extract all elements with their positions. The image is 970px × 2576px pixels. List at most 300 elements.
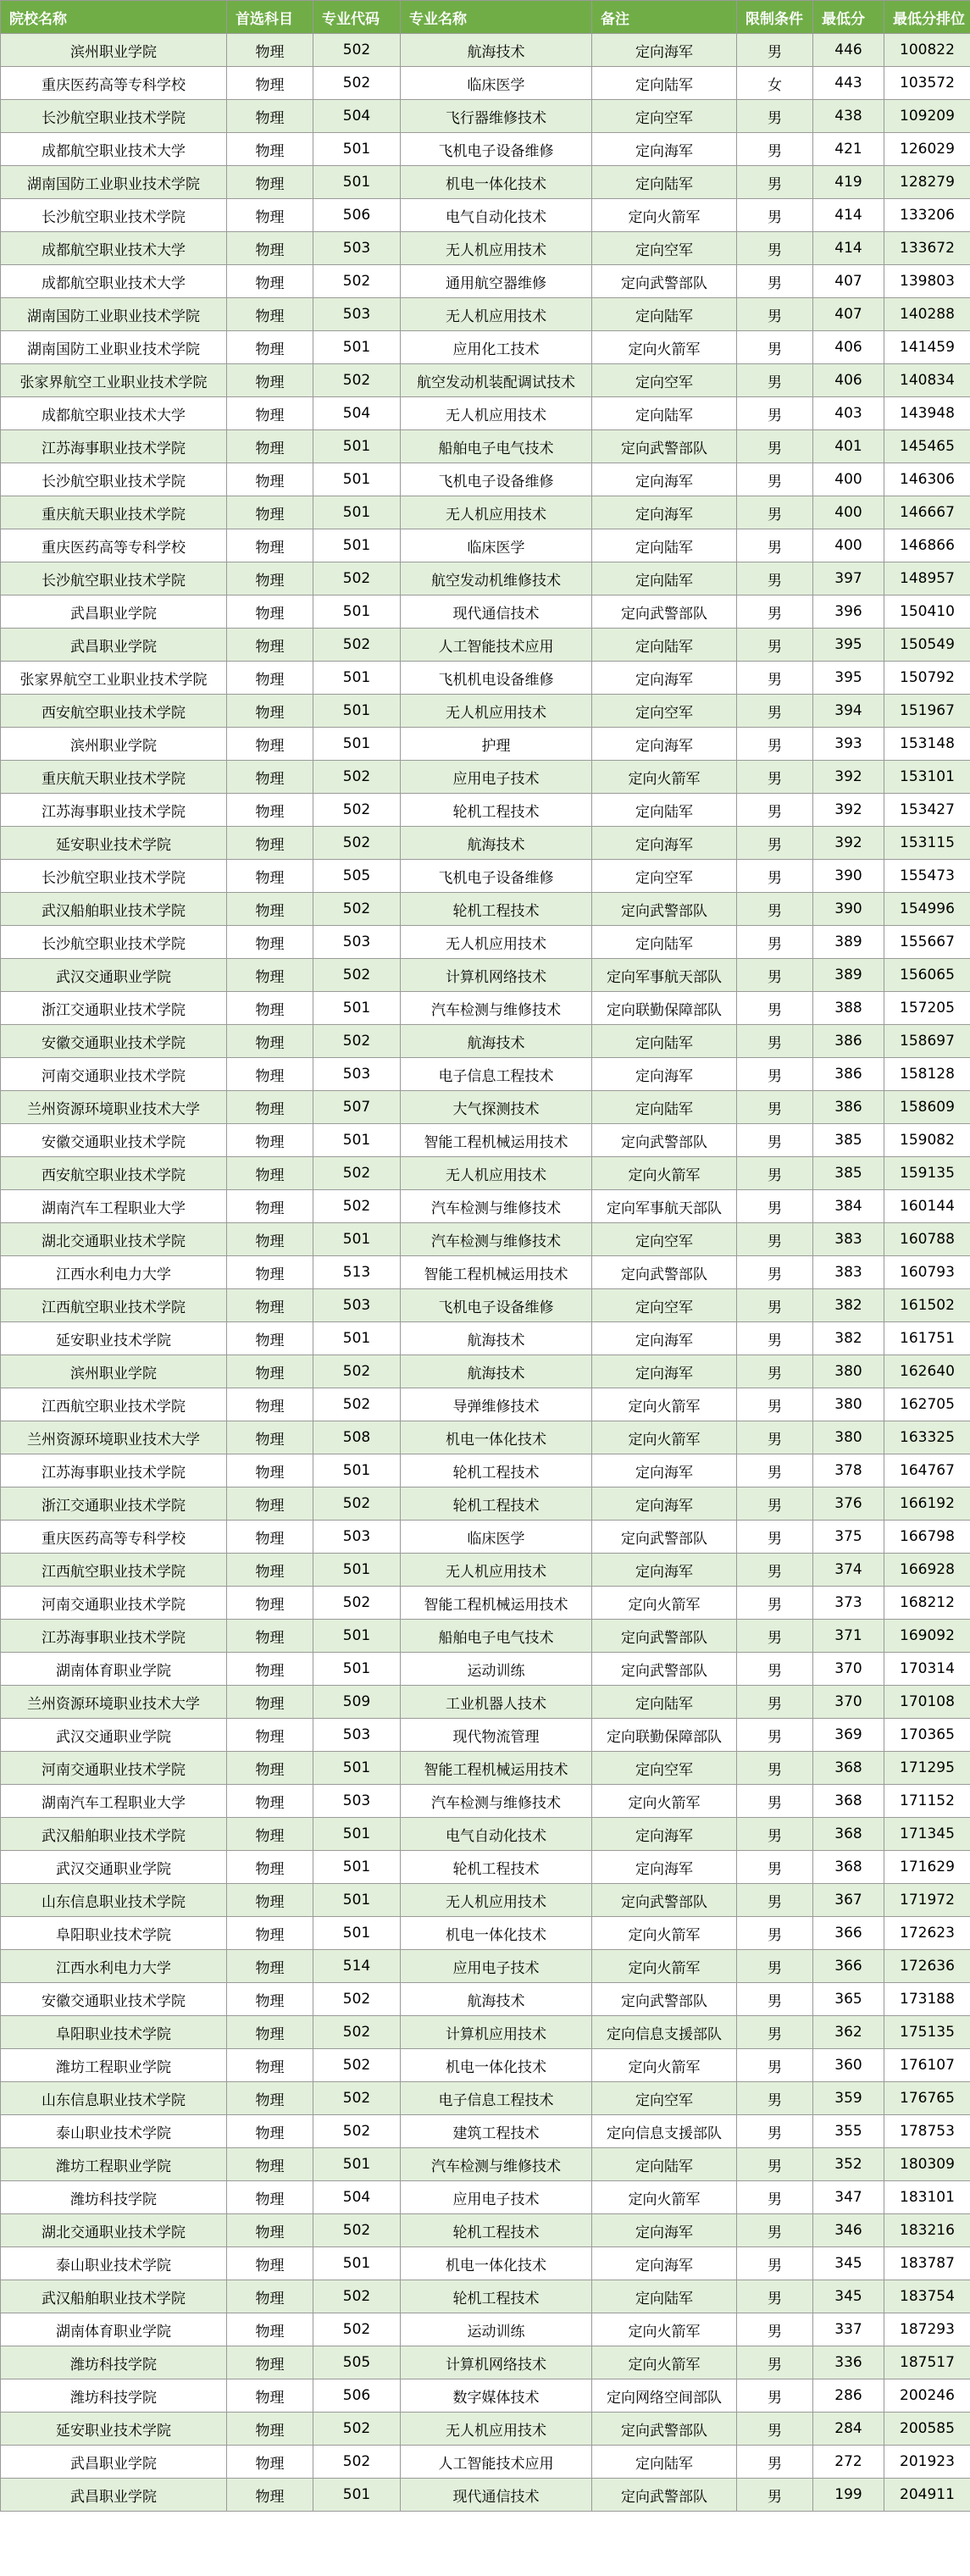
min-rank-cell: 172623: [884, 1917, 970, 1950]
school-name-cell: 河南交通职业技术学院: [1, 1752, 227, 1785]
first-subject-cell: 物理: [227, 2346, 313, 2379]
major-name-cell: 智能工程机械运用技术: [401, 1124, 592, 1157]
remark-cell: 定向军事航天部队: [592, 1190, 737, 1223]
remark-cell: 定向陆军: [592, 298, 737, 331]
min-score-cell: 370: [813, 1653, 884, 1686]
first-subject-cell: 物理: [227, 1388, 313, 1421]
first-subject-cell: 物理: [227, 100, 313, 133]
min-score-cell: 199: [813, 2479, 884, 2512]
school-name-cell: 重庆航天职业技术学院: [1, 761, 227, 794]
major-name-cell: 无人机应用技术: [401, 1884, 592, 1917]
remark-cell: 定向海军: [592, 827, 737, 860]
first-subject-cell: 物理: [227, 1091, 313, 1124]
school-name-cell: 武昌职业学院: [1, 2479, 227, 2512]
table-row: [1, 1554, 970, 1587]
table-row: [1, 1851, 970, 1884]
school-name-cell: 延安职业技术学院: [1, 827, 227, 860]
min-score-cell: 438: [813, 100, 884, 133]
header-min-score: 最低分: [813, 1, 884, 34]
school-name-cell: 安徽交通职业技术学院: [1, 1983, 227, 2016]
table-row: [1, 232, 970, 265]
remark-cell: 定向陆军: [592, 1686, 737, 1719]
restriction-cell: 男: [737, 166, 813, 199]
first-subject-cell: 物理: [227, 562, 313, 596]
first-subject-cell: 物理: [227, 662, 313, 695]
min-score-cell: 407: [813, 265, 884, 298]
major-code-cell: 501: [313, 1917, 401, 1950]
min-score-cell: 386: [813, 1091, 884, 1124]
min-rank-cell: 170314: [884, 1653, 970, 1686]
remark-cell: 定向海军: [592, 133, 737, 166]
min-rank-cell: 166798: [884, 1521, 970, 1554]
min-rank-cell: 100822: [884, 34, 970, 67]
min-rank-cell: 183216: [884, 2214, 970, 2247]
school-name-cell: 安徽交通职业技术学院: [1, 1124, 227, 1157]
restriction-cell: 男: [737, 34, 813, 67]
first-subject-cell: 物理: [227, 1851, 313, 1884]
first-subject-cell: 物理: [227, 397, 313, 430]
min-rank-cell: 145465: [884, 430, 970, 463]
remark-cell: 定向火箭军: [592, 2049, 737, 2082]
restriction-cell: 男: [737, 1752, 813, 1785]
table-row: [1, 728, 970, 761]
min-score-cell: 336: [813, 2346, 884, 2379]
major-code-cell: 501: [313, 331, 401, 364]
min-rank-cell: 153148: [884, 728, 970, 761]
first-subject-cell: 物理: [227, 2379, 313, 2413]
min-score-cell: 347: [813, 2181, 884, 2214]
restriction-cell: 男: [737, 265, 813, 298]
first-subject-cell: 物理: [227, 1223, 313, 1256]
min-score-cell: 414: [813, 199, 884, 232]
min-rank-cell: 139803: [884, 265, 970, 298]
major-code-cell: 502: [313, 2016, 401, 2049]
table-row: [1, 1190, 970, 1223]
restriction-cell: 女: [737, 67, 813, 100]
major-code-cell: 513: [313, 1256, 401, 1289]
restriction-cell: 男: [737, 1917, 813, 1950]
first-subject-cell: 物理: [227, 2082, 313, 2115]
major-name-cell: 轮机工程技术: [401, 794, 592, 827]
restriction-cell: 男: [737, 430, 813, 463]
restriction-cell: 男: [737, 1454, 813, 1487]
restriction-cell: 男: [737, 1058, 813, 1091]
first-subject-cell: 物理: [227, 1950, 313, 1983]
major-code-cell: 502: [313, 2082, 401, 2115]
first-subject-cell: 物理: [227, 2280, 313, 2313]
min-score-cell: 380: [813, 1355, 884, 1388]
school-name-cell: 湖北交通职业技术学院: [1, 2214, 227, 2247]
major-code-cell: 502: [313, 2280, 401, 2313]
major-name-cell: 无人机应用技术: [401, 1157, 592, 1190]
first-subject-cell: 物理: [227, 827, 313, 860]
major-name-cell: 航海技术: [401, 1322, 592, 1355]
school-name-cell: 泰山职业技术学院: [1, 2115, 227, 2148]
restriction-cell: 男: [737, 1983, 813, 2016]
min-score-cell: 369: [813, 1719, 884, 1752]
major-code-cell: 501: [313, 2247, 401, 2280]
table-row: [1, 2049, 970, 2082]
min-rank-cell: 146866: [884, 529, 970, 562]
restriction-cell: 男: [737, 2346, 813, 2379]
first-subject-cell: 物理: [227, 1322, 313, 1355]
min-score-cell: 389: [813, 926, 884, 959]
school-name-cell: 重庆医药高等专科学校: [1, 1521, 227, 1554]
table-row: [1, 596, 970, 629]
major-name-cell: 汽车检测与维修技术: [401, 1223, 592, 1256]
min-score-cell: 383: [813, 1223, 884, 1256]
major-code-cell: 503: [313, 1785, 401, 1818]
remark-cell: 定向空军: [592, 860, 737, 893]
min-score-cell: 365: [813, 1983, 884, 2016]
first-subject-cell: 物理: [227, 430, 313, 463]
school-name-cell: 重庆医药高等专科学校: [1, 67, 227, 100]
major-code-cell: 501: [313, 1620, 401, 1653]
first-subject-cell: 物理: [227, 1289, 313, 1322]
table-row: [1, 397, 970, 430]
school-name-cell: 江苏海事职业技术学院: [1, 1454, 227, 1487]
first-subject-cell: 物理: [227, 166, 313, 199]
min-score-cell: 397: [813, 562, 884, 596]
first-subject-cell: 物理: [227, 1157, 313, 1190]
min-score-cell: 407: [813, 298, 884, 331]
major-name-cell: 电气自动化技术: [401, 1818, 592, 1851]
school-name-cell: 河南交通职业技术学院: [1, 1587, 227, 1620]
min-score-cell: 385: [813, 1157, 884, 1190]
major-name-cell: 现代物流管理: [401, 1719, 592, 1752]
restriction-cell: 男: [737, 298, 813, 331]
first-subject-cell: 物理: [227, 926, 313, 959]
major-name-cell: 飞机电子设备维修: [401, 1289, 592, 1322]
table-row: [1, 1785, 970, 1818]
major-name-cell: 轮机工程技术: [401, 2214, 592, 2247]
school-name-cell: 成都航空职业技术大学: [1, 265, 227, 298]
min-rank-cell: 172636: [884, 1950, 970, 1983]
min-score-cell: 394: [813, 695, 884, 728]
major-code-cell: 502: [313, 2313, 401, 2346]
min-rank-cell: 153427: [884, 794, 970, 827]
remark-cell: 定向火箭军: [592, 1587, 737, 1620]
table-row: [1, 860, 970, 893]
remark-cell: 定向火箭军: [592, 761, 737, 794]
major-name-cell: 无人机应用技术: [401, 926, 592, 959]
remark-cell: 定向火箭军: [592, 2346, 737, 2379]
major-code-cell: 503: [313, 1521, 401, 1554]
first-subject-cell: 物理: [227, 2115, 313, 2148]
major-name-cell: 数字媒体技术: [401, 2379, 592, 2413]
first-subject-cell: 物理: [227, 1752, 313, 1785]
table-row: [1, 166, 970, 199]
school-name-cell: 武汉船舶职业技术学院: [1, 893, 227, 926]
restriction-cell: 男: [737, 794, 813, 827]
table-row: [1, 2413, 970, 2446]
major-code-cell: 502: [313, 629, 401, 662]
remark-cell: 定向武警部队: [592, 1983, 737, 2016]
min-score-cell: 368: [813, 1851, 884, 1884]
restriction-cell: 男: [737, 1190, 813, 1223]
min-rank-cell: 160788: [884, 1223, 970, 1256]
min-score-cell: 346: [813, 2214, 884, 2247]
min-rank-cell: 171629: [884, 1851, 970, 1884]
major-code-cell: 503: [313, 1058, 401, 1091]
table-row: [1, 1487, 970, 1521]
table-row: [1, 761, 970, 794]
major-code-cell: 501: [313, 662, 401, 695]
first-subject-cell: 物理: [227, 1421, 313, 1454]
min-score-cell: 366: [813, 1950, 884, 1983]
major-code-cell: 509: [313, 1686, 401, 1719]
table-row: [1, 794, 970, 827]
major-name-cell: 航海技术: [401, 34, 592, 67]
major-code-cell: 504: [313, 100, 401, 133]
min-score-cell: 376: [813, 1487, 884, 1521]
table-row: [1, 1983, 970, 2016]
major-code-cell: 506: [313, 2379, 401, 2413]
major-name-cell: 航海技术: [401, 827, 592, 860]
table-row: [1, 1289, 970, 1322]
table-row: [1, 1388, 970, 1421]
major-code-cell: 501: [313, 596, 401, 629]
remark-cell: 定向海军: [592, 2247, 737, 2280]
major-code-cell: 502: [313, 1355, 401, 1388]
min-rank-cell: 169092: [884, 1620, 970, 1653]
min-rank-cell: 201923: [884, 2446, 970, 2479]
school-name-cell: 长沙航空职业技术学院: [1, 100, 227, 133]
table-row: [1, 893, 970, 926]
restriction-cell: 男: [737, 1719, 813, 1752]
min-rank-cell: 164767: [884, 1454, 970, 1487]
remark-cell: 定向空军: [592, 364, 737, 397]
major-name-cell: 应用化工技术: [401, 331, 592, 364]
min-score-cell: 388: [813, 992, 884, 1025]
min-score-cell: 421: [813, 133, 884, 166]
first-subject-cell: 物理: [227, 2049, 313, 2082]
major-name-cell: 现代通信技术: [401, 2479, 592, 2512]
min-score-cell: 362: [813, 2016, 884, 2049]
restriction-cell: 男: [737, 926, 813, 959]
table-row: [1, 1686, 970, 1719]
remark-cell: 定向武警部队: [592, 1521, 737, 1554]
table-row: [1, 496, 970, 529]
min-score-cell: 389: [813, 959, 884, 992]
school-name-cell: 武汉交通职业学院: [1, 959, 227, 992]
table-row: [1, 1653, 970, 1686]
major-name-cell: 计算机网络技术: [401, 2346, 592, 2379]
major-name-cell: 电子信息工程技术: [401, 1058, 592, 1091]
major-name-cell: 无人机应用技术: [401, 232, 592, 265]
first-subject-cell: 物理: [227, 695, 313, 728]
remark-cell: 定向火箭军: [592, 1157, 737, 1190]
table-row: [1, 1752, 970, 1785]
major-name-cell: 智能工程机械运用技术: [401, 1752, 592, 1785]
first-subject-cell: 物理: [227, 1686, 313, 1719]
first-subject-cell: 物理: [227, 2446, 313, 2479]
min-score-cell: 392: [813, 761, 884, 794]
major-code-cell: 507: [313, 1091, 401, 1124]
school-name-cell: 湖南国防工业职业技术学院: [1, 298, 227, 331]
remark-cell: 定向海军: [592, 728, 737, 761]
min-score-cell: 392: [813, 827, 884, 860]
major-code-cell: 508: [313, 1421, 401, 1454]
major-code-cell: 501: [313, 2479, 401, 2512]
remark-cell: 定向武警部队: [592, 2413, 737, 2446]
table-row: [1, 1917, 970, 1950]
remark-cell: 定向信息支援部队: [592, 2115, 737, 2148]
major-code-cell: 501: [313, 430, 401, 463]
school-name-cell: 武昌职业学院: [1, 2446, 227, 2479]
major-code-cell: 501: [313, 1322, 401, 1355]
min-score-cell: 382: [813, 1322, 884, 1355]
restriction-cell: 男: [737, 596, 813, 629]
first-subject-cell: 物理: [227, 1256, 313, 1289]
table-row: [1, 629, 970, 662]
major-name-cell: 临床医学: [401, 1521, 592, 1554]
first-subject-cell: 物理: [227, 364, 313, 397]
remark-cell: 定向空军: [592, 232, 737, 265]
school-name-cell: 西安航空职业技术学院: [1, 1157, 227, 1190]
school-name-cell: 武汉交通职业学院: [1, 1851, 227, 1884]
first-subject-cell: 物理: [227, 992, 313, 1025]
school-name-cell: 湖南体育职业学院: [1, 1653, 227, 1686]
major-name-cell: 航空发动机维修技术: [401, 562, 592, 596]
first-subject-cell: 物理: [227, 1620, 313, 1653]
min-rank-cell: 159135: [884, 1157, 970, 1190]
restriction-cell: 男: [737, 629, 813, 662]
min-score-cell: 386: [813, 1058, 884, 1091]
major-name-cell: 机电一体化技术: [401, 2247, 592, 2280]
restriction-cell: 男: [737, 1653, 813, 1686]
min-score-cell: 366: [813, 1917, 884, 1950]
restriction-cell: 男: [737, 728, 813, 761]
major-code-cell: 504: [313, 397, 401, 430]
major-name-cell: 飞行器维修技术: [401, 100, 592, 133]
table-row: [1, 331, 970, 364]
min-score-cell: 375: [813, 1521, 884, 1554]
school-name-cell: 兰州资源环境职业技术大学: [1, 1091, 227, 1124]
remark-cell: 定向海军: [592, 1818, 737, 1851]
header-major-code: 专业代码: [313, 1, 401, 34]
major-name-cell: 轮机工程技术: [401, 1487, 592, 1521]
table-row: [1, 364, 970, 397]
remark-cell: 定向火箭军: [592, 199, 737, 232]
min-rank-cell: 171972: [884, 1884, 970, 1917]
major-name-cell: 计算机应用技术: [401, 2016, 592, 2049]
remark-cell: 定向空军: [592, 1289, 737, 1322]
school-name-cell: 重庆航天职业技术学院: [1, 496, 227, 529]
major-code-cell: 501: [313, 992, 401, 1025]
major-code-cell: 501: [313, 496, 401, 529]
min-rank-cell: 158697: [884, 1025, 970, 1058]
header-school-name: 院校名称: [1, 1, 227, 34]
school-name-cell: 潍坊科技学院: [1, 2181, 227, 2214]
min-rank-cell: 103572: [884, 67, 970, 100]
major-name-cell: 人工智能技术应用: [401, 2446, 592, 2479]
school-name-cell: 江苏海事职业技术学院: [1, 430, 227, 463]
major-code-cell: 503: [313, 1719, 401, 1752]
major-code-cell: 502: [313, 1025, 401, 1058]
school-name-cell: 西安航空职业技术学院: [1, 695, 227, 728]
min-rank-cell: 128279: [884, 166, 970, 199]
header-major-name: 专业名称: [401, 1, 592, 34]
major-code-cell: 502: [313, 2049, 401, 2082]
major-code-cell: 502: [313, 1190, 401, 1223]
major-name-cell: 通用航空器维修: [401, 265, 592, 298]
remark-cell: 定向火箭军: [592, 2313, 737, 2346]
restriction-cell: 男: [737, 992, 813, 1025]
table-row: [1, 2446, 970, 2479]
major-name-cell: 飞机电子设备维修: [401, 463, 592, 496]
major-name-cell: 机电一体化技术: [401, 2049, 592, 2082]
remark-cell: 定向海军: [592, 2214, 737, 2247]
major-name-cell: 护理: [401, 728, 592, 761]
restriction-cell: 男: [737, 2313, 813, 2346]
first-subject-cell: 物理: [227, 1917, 313, 1950]
school-name-cell: 浙江交通职业技术学院: [1, 1487, 227, 1521]
restriction-cell: 男: [737, 1785, 813, 1818]
school-name-cell: 滨州职业学院: [1, 728, 227, 761]
restriction-cell: 男: [737, 695, 813, 728]
school-name-cell: 长沙航空职业技术学院: [1, 926, 227, 959]
remark-cell: 定向武警部队: [592, 1256, 737, 1289]
min-rank-cell: 146306: [884, 463, 970, 496]
remark-cell: 定向陆军: [592, 2446, 737, 2479]
restriction-cell: 男: [737, 1851, 813, 1884]
table-row: [1, 1950, 970, 1983]
school-name-cell: 江西水利电力大学: [1, 1256, 227, 1289]
school-name-cell: 滨州职业学院: [1, 34, 227, 67]
major-name-cell: 智能工程机械运用技术: [401, 1256, 592, 1289]
table-row: [1, 1223, 970, 1256]
min-score-cell: 371: [813, 1620, 884, 1653]
remark-cell: 定向陆军: [592, 794, 737, 827]
restriction-cell: 男: [737, 100, 813, 133]
min-score-cell: 374: [813, 1554, 884, 1587]
min-score-cell: 390: [813, 860, 884, 893]
major-name-cell: 大气探测技术: [401, 1091, 592, 1124]
remark-cell: 定向武警部队: [592, 1124, 737, 1157]
remark-cell: 定向海军: [592, 34, 737, 67]
first-subject-cell: 物理: [227, 1454, 313, 1487]
restriction-cell: 男: [737, 2446, 813, 2479]
remark-cell: 定向陆军: [592, 562, 737, 596]
school-name-cell: 湖南体育职业学院: [1, 2313, 227, 2346]
min-score-cell: 272: [813, 2446, 884, 2479]
table-row: [1, 1025, 970, 1058]
major-code-cell: 502: [313, 1157, 401, 1190]
min-rank-cell: 171295: [884, 1752, 970, 1785]
remark-cell: 定向火箭军: [592, 1388, 737, 1421]
remark-cell: 定向海军: [592, 463, 737, 496]
first-subject-cell: 物理: [227, 1487, 313, 1521]
remark-cell: 定向网络空间部队: [592, 2379, 737, 2413]
remark-cell: 定向火箭军: [592, 1950, 737, 1983]
min-score-cell: 443: [813, 67, 884, 100]
remark-cell: 定向陆军: [592, 2280, 737, 2313]
remark-cell: 定向火箭军: [592, 2181, 737, 2214]
table-row: [1, 199, 970, 232]
school-name-cell: 长沙航空职业技术学院: [1, 562, 227, 596]
min-score-cell: 286: [813, 2379, 884, 2413]
min-rank-cell: 176107: [884, 2049, 970, 2082]
major-code-cell: 501: [313, 2148, 401, 2181]
school-name-cell: 湖南汽车工程职业大学: [1, 1190, 227, 1223]
major-code-cell: 502: [313, 67, 401, 100]
remark-cell: 定向空军: [592, 2082, 737, 2115]
first-subject-cell: 物理: [227, 761, 313, 794]
major-code-cell: 505: [313, 2346, 401, 2379]
first-subject-cell: 物理: [227, 860, 313, 893]
restriction-cell: 男: [737, 1487, 813, 1521]
